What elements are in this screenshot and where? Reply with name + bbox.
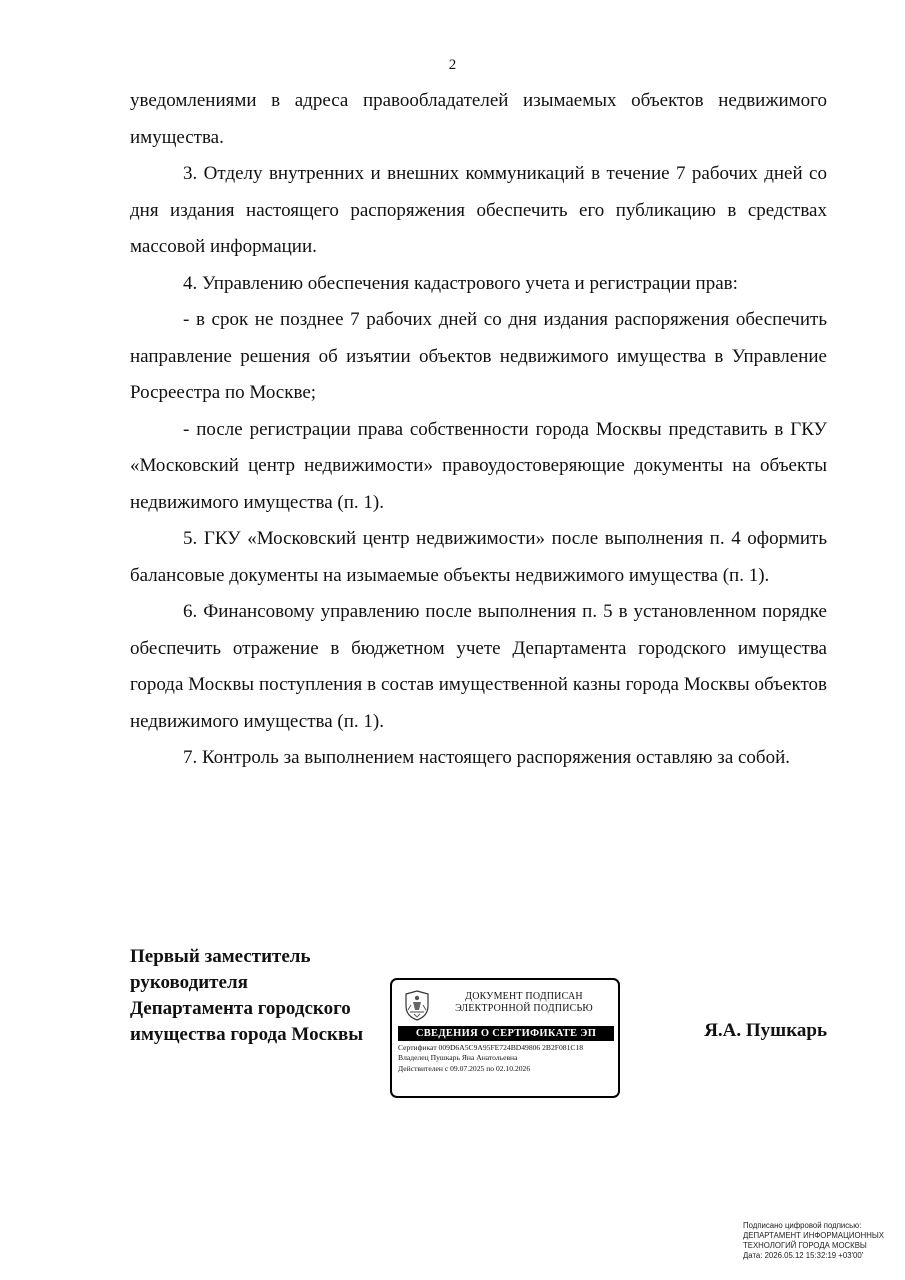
paragraph-item-4: 4. Управлению обеспечения кадастрового учета и регистрации прав:	[183, 272, 738, 294]
stamp-header-line: ДОКУМЕНТ ПОДПИСАН	[465, 991, 583, 1002]
digital-signature-note-line: ДЕПАРТАМЕНТ ИНФОРМАЦИОННЫХ	[743, 1231, 884, 1240]
page-number: 2	[448, 57, 457, 73]
paragraph-item-4-sub-1: - в срок не позднее 7 рабочих дней со дня издания распоряжения обеспечить направление решения об изъятии объектов недвижимого имущества в Управление Росреестра по Москве;	[130, 309, 827, 403]
digital-signature-note	[743, 1221, 884, 1261]
signatory-name: Я.А. Пушкарь	[704, 1020, 827, 1041]
digital-signature-note-line: Дата: 2026.05.12 15:32:19 +03'00'	[743, 1251, 864, 1260]
paragraph-item-4-sub-2: - после регистрации права собственности города Москвы представить в ГКУ «Московский центр недвижимости» правоудостоверяющие документы на объекты недвижимого имущества (п. 1).	[130, 418, 827, 513]
paragraph-item-7: 7. Контроль за выполнением настоящего распоряжения оставляю за собой.	[183, 747, 791, 768]
stamp-header	[436, 991, 612, 1015]
paragraph-item-6: 6. Финансовому управлению после выполнения п. 5 в установленном порядке обеспечить отражение в бюджетном учете Департамента городского имущества города Москвы поступления в состав имущественной казны города Москвы объектов недвижимого имущества (п. 1).	[130, 601, 827, 732]
signatory-position-line: руководителя	[130, 972, 248, 993]
electronic-signature-stamp	[390, 978, 620, 1098]
signatory-position-line: Первый заместитель	[130, 946, 311, 967]
signatory-position	[130, 944, 363, 1048]
paragraph-continuation: уведомлениями в адреса правообладателей изымаемых объектов недвижимого имущества.	[130, 90, 827, 148]
stamp-certificate-bar: СВЕДЕНИЯ О СЕРТИФИКАТЕ ЭП	[398, 1026, 614, 1041]
stamp-details	[398, 1043, 583, 1074]
stamp-certificate-number: Сертификат 009D6A5C9A95FE724BD49806 2B2F081C18	[398, 1043, 584, 1052]
stamp-owner: Владелец Пушкарь Яна Анатольевна	[398, 1053, 518, 1063]
signatory-position-line: Департамента городского	[130, 998, 351, 1019]
paragraph-item-3: 3. Отделу внутренних и внешних коммуникаций в течение 7 рабочих дней со дня издания настоящего распоряжения обеспечить его публикацию в средствах массовой информации.	[130, 163, 827, 257]
moscow-coat-of-arms-icon	[402, 988, 432, 1022]
stamp-header-line: ЭЛЕКТРОННОЙ ПОДПИСЬЮ	[455, 1003, 593, 1014]
stamp-validity: Действителен с 09.07.2025 по 02.10.2026	[398, 1063, 531, 1073]
digital-signature-note-line: Подписано цифровой подписью:	[743, 1221, 862, 1230]
signatory-position-line: имущества города Москвы	[130, 1024, 364, 1045]
document-body	[130, 83, 827, 777]
paragraph-item-5: 5. ГКУ «Московский центр недвижимости» после выполнения п. 4 оформить балансовые документы на изымаемые объекты недвижимого имущества (п. 1).	[130, 528, 827, 586]
digital-signature-note-line: ТЕХНОЛОГИЙ ГОРОДА МОСКВЫ	[743, 1241, 867, 1250]
